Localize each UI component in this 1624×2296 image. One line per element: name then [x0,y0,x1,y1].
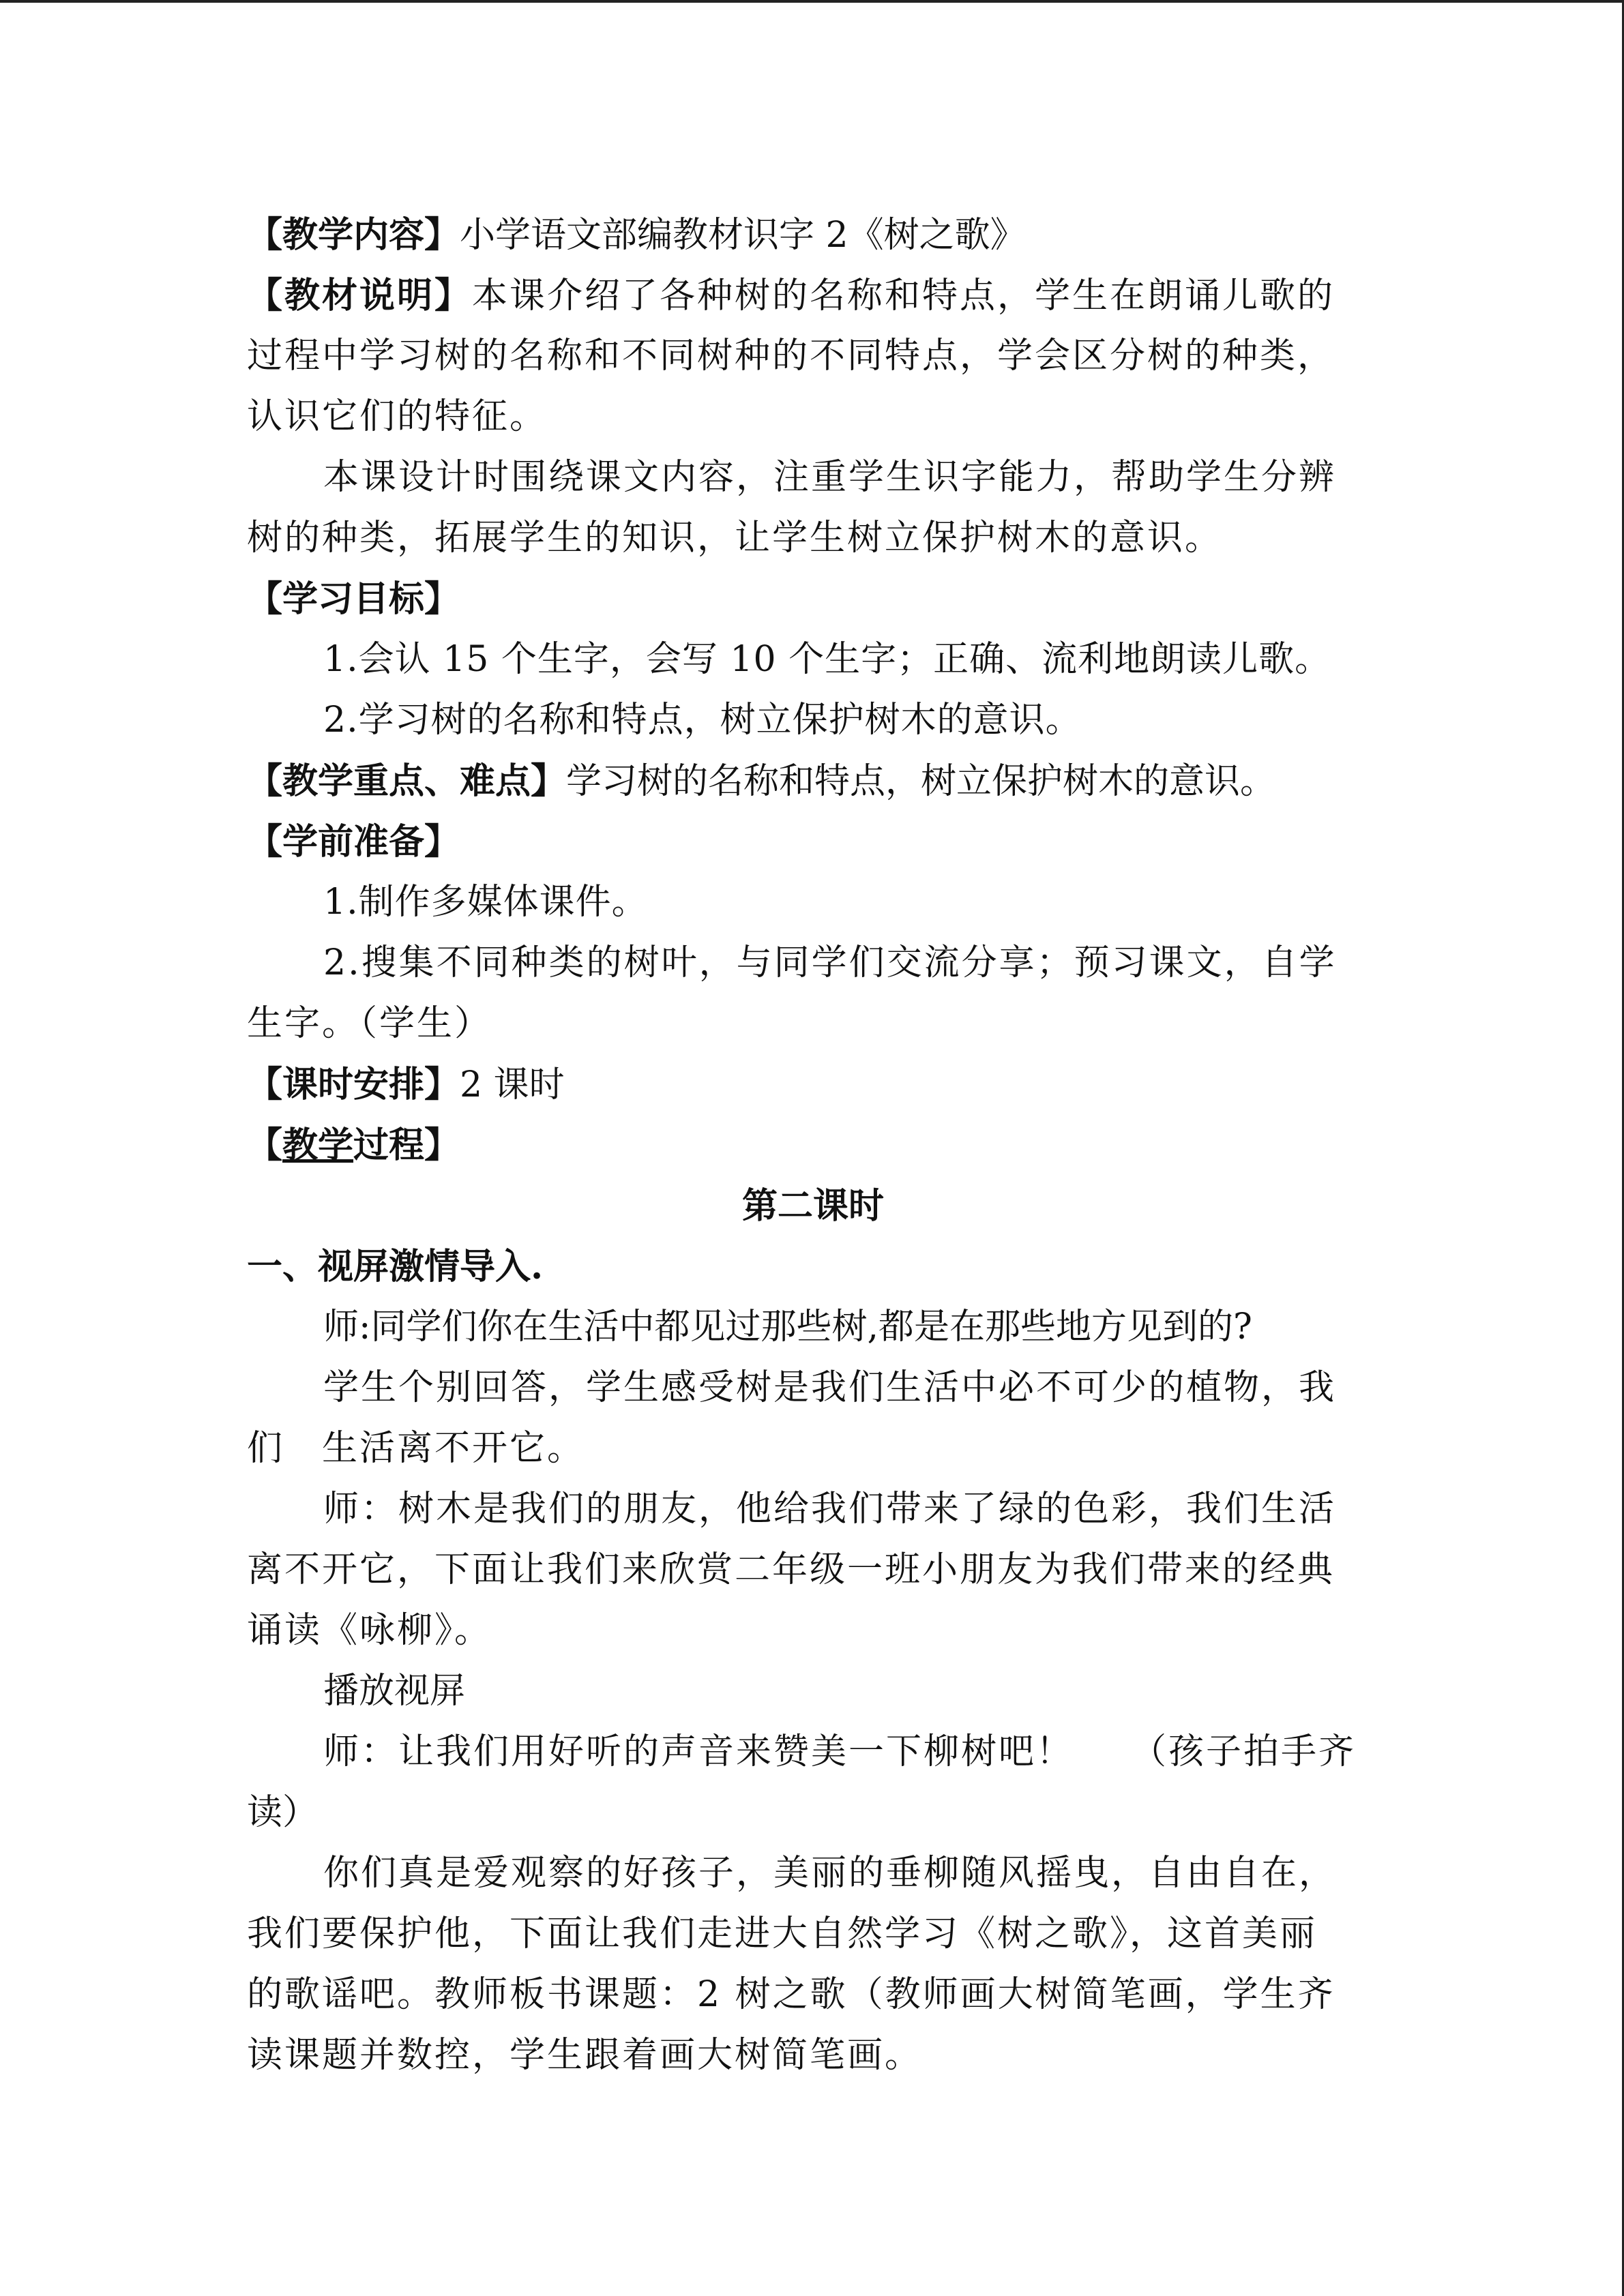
lesson-title: 第二课时 [741,1185,884,1227]
prep-item-2-line-1: 2.搜集不同种类的树叶，与同学们交流分享；预习课文，自学 [323,942,1337,983]
section1-p1: 师:同学们你在生活中都见过那些树,都是在那些地方见到的? [323,1307,1252,1347]
teaching-content-label: 【教学内容】 [247,214,460,256]
schedule-text: 2 课时 [460,1064,565,1105]
keypoints-line [247,751,1379,811]
section1-p6-line-3: 的歌谣吧。教师板书课题：2 树之歌（教师画大树简笔画，学生齐 [247,1974,1335,2015]
keypoints-text: 学习树的名称和特点，树立保护树木的意识。 [566,761,1276,802]
material-text-1: 本课介绍了各种树的名称和特点，学生在朗诵儿歌的 [472,275,1335,316]
section1-p6-line-1: 你们真是爱观察的好孩子，美丽的垂柳随风摇曳，自由自在， [323,1853,1337,1894]
process-open-bracket: 【 [247,1124,283,1166]
section1-p6-line-2: 我们要保护他，下面让我们走进大自然学习《树之歌》，这首美丽 [247,1913,1318,1954]
document-page [247,205,1379,2086]
section1-p5-line-1: 师：让我们用好听的声音来赞美一下柳树吧！ （孩子拍手齐 [323,1731,1357,1772]
material-para2-line-2: 树的种类，拓展学生的知识，让学生树立保护树木的意识。 [247,518,1223,558]
goal-item-1: 1.会认 15 个生字，会写 10 个生字；正确、流利地朗读儿歌。 [323,639,1331,680]
prep-label: 【学前准备】 [247,821,460,863]
page-top-border [0,0,1624,3]
teaching-content-text: 小学语文部编教材识字 2《树之歌》 [460,215,1026,256]
section1-p2-line-1: 学生个别回答，学生感受树是我们生活中必不可少的植物，我 [323,1367,1337,1408]
teaching-content-line [247,205,1379,265]
keypoints-label: 【教学重点、难点】 [247,760,567,802]
section1-p5-line-2: 读） [247,1792,319,1833]
section1-p3-line-3: 诵读《咏柳》。 [247,1610,492,1651]
process-rest: 过程】 [353,1124,460,1166]
section1-p4: 播放视屏 [323,1671,466,1712]
schedule-label: 【课时安排】 [247,1064,460,1105]
material-line-3: 认识它们的特征。 [247,396,548,437]
material-line-1 [247,265,1379,326]
material-label: 【教材说明】 [247,275,473,316]
material-line-2: 过程中学习树的名称和不同树种的不同特点，学会区分树的种类， [247,336,1335,376]
section1-p6-line-4: 读课题并数控，学生跟着画大树简笔画。 [247,2035,923,2076]
material-para2-line-1: 本课设计时围绕课文内容，注重学生识字能力，帮助学生分辨 [323,457,1337,498]
section1-heading: 一、视屏激情导入. [247,1246,544,1287]
goals-label: 【学习目标】 [247,578,460,620]
section1-p3-line-1: 师：树木是我们的朋友，他给我们带来了绿的色彩，我们生活 [323,1489,1337,1530]
process-heading [247,1115,1379,1176]
prep-item-1: 1.制作多媒体课件。 [323,882,648,923]
process-underlined: 教学 [282,1124,354,1166]
section1-p3-line-2: 离不开它，下面让我们来欣赏二年级一班小朋友为我们带来的经典 [247,1549,1335,1590]
prep-item-2-line-2: 生字。（学生） [247,1003,492,1044]
schedule-line [247,1054,1379,1115]
goal-item-2: 2.学习树的名称和特点，树立保护树木的意识。 [323,700,1082,741]
section1-p2-line-2: 们 生活离不开它。 [247,1428,585,1469]
